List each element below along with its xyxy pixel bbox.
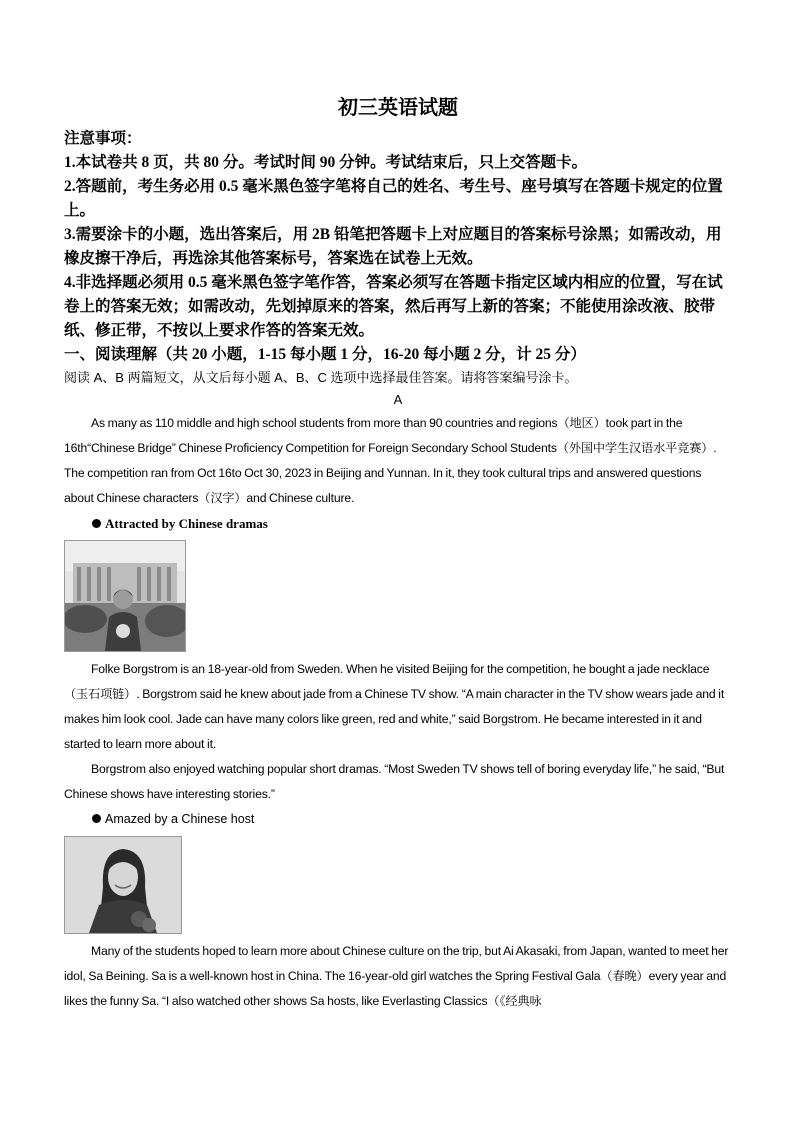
exam-page [64, 95, 732, 1014]
photo-borgstrom [64, 540, 186, 652]
passage-para-1: Folke Borgstrom is an 18-year-old from Sweden. When he visited Beijing for the competition, he bought a jade necklace （玉石项链）. Borgstrom said he knew about jade from a Chinese TV show. “A main character in the TV show wears jade and it makes him look cool. Jade can have many colors like green, red and white,” said Borgstrom. He became interested in it and started to learn more about it. [64, 662, 725, 751]
notice-heading: 注意事项： [64, 130, 142, 147]
section-title: 一、阅读理解（共 20 小题，1-15 每小题 1 分，16-20 每小题 2 分，计 25 分） [64, 346, 586, 363]
section-instruction: 阅读 A、B 两篇短文，从文后每小题 A、B、C 选项中选择最佳答案。请将答案编号涂卡。 [64, 370, 578, 385]
notice-item-1: 1.本试卷共 8 页，共 80 分。考试时间 90 分钟。考试结束后，只上交答题卡。 [64, 154, 588, 171]
bullet-icon [92, 814, 101, 823]
subheading-host [92, 807, 732, 832]
subheading-dramas-text: Attracted by Chinese dramas [105, 516, 268, 531]
page-title: 初三英语试题 [338, 97, 458, 119]
passage-para-2: Borgstrom also enjoyed watching popular short dramas. “Most Sweden TV shows tell of boring everyday life,” he said, “But Chinese shows have interesting stories.” [64, 762, 725, 801]
subheading-dramas [92, 511, 732, 536]
photo-akasaki [64, 836, 182, 934]
passage-label: A [393, 392, 403, 407]
passage-intro: As many as 110 middle and high school students from more than 90 countries and regions（地区）took part in the 16th“Chinese Bridge” Chinese Proficiency Competition for Foreign Secondary School Students（外国中学生汉语水平竞赛）. The competition ran from Oct 16to Oct 30, 2023 in Beijing and Yunnan. In it, they took cultural trips and answered questions about Chinese characters（汉字）and Chinese culture. [64, 416, 717, 505]
bullet-icon [92, 519, 101, 528]
subheading-host-text: Amazed by a Chinese host [105, 812, 255, 826]
notice-item-3: 3.需要涂卡的小题，选出答案后，用 2B 铅笔把答题卡上对应题目的答案标号涂黑；如需改动，用橡皮擦干净后，再选涂其他答案标号，答案选在试卷上无效。 [64, 226, 722, 267]
notice-item-2: 2.答题前，考生务必用 0.5 毫米黑色签字笔将自己的姓名、考生号、座号填写在答题卡规定的位置上。 [64, 178, 723, 219]
notice-item-4: 4.非选择题必须用 0.5 毫米黑色签字笔作答，答案必须写在答题卡指定区域内相应的位置，写在试卷上的答案无效；如需改动，先划掉原来的答案，然后再写上新的答案；不能使用涂改液、胶带纸、修正带，不按以上要求作答的答案无效。 [64, 274, 723, 339]
passage-para-3: Many of the students hoped to learn more about Chinese culture on the trip, but Ai Akasaki, from Japan, wanted to meet her idol, Sa Beining. Sa is a well-known host in China. The 16-year-old girl watches the Spring Festival Gala（春晚）every year and likes the funny Sa. “I also watched other shows Sa hosts, like Everlasting Classics（《经典咏 [64, 944, 729, 1008]
